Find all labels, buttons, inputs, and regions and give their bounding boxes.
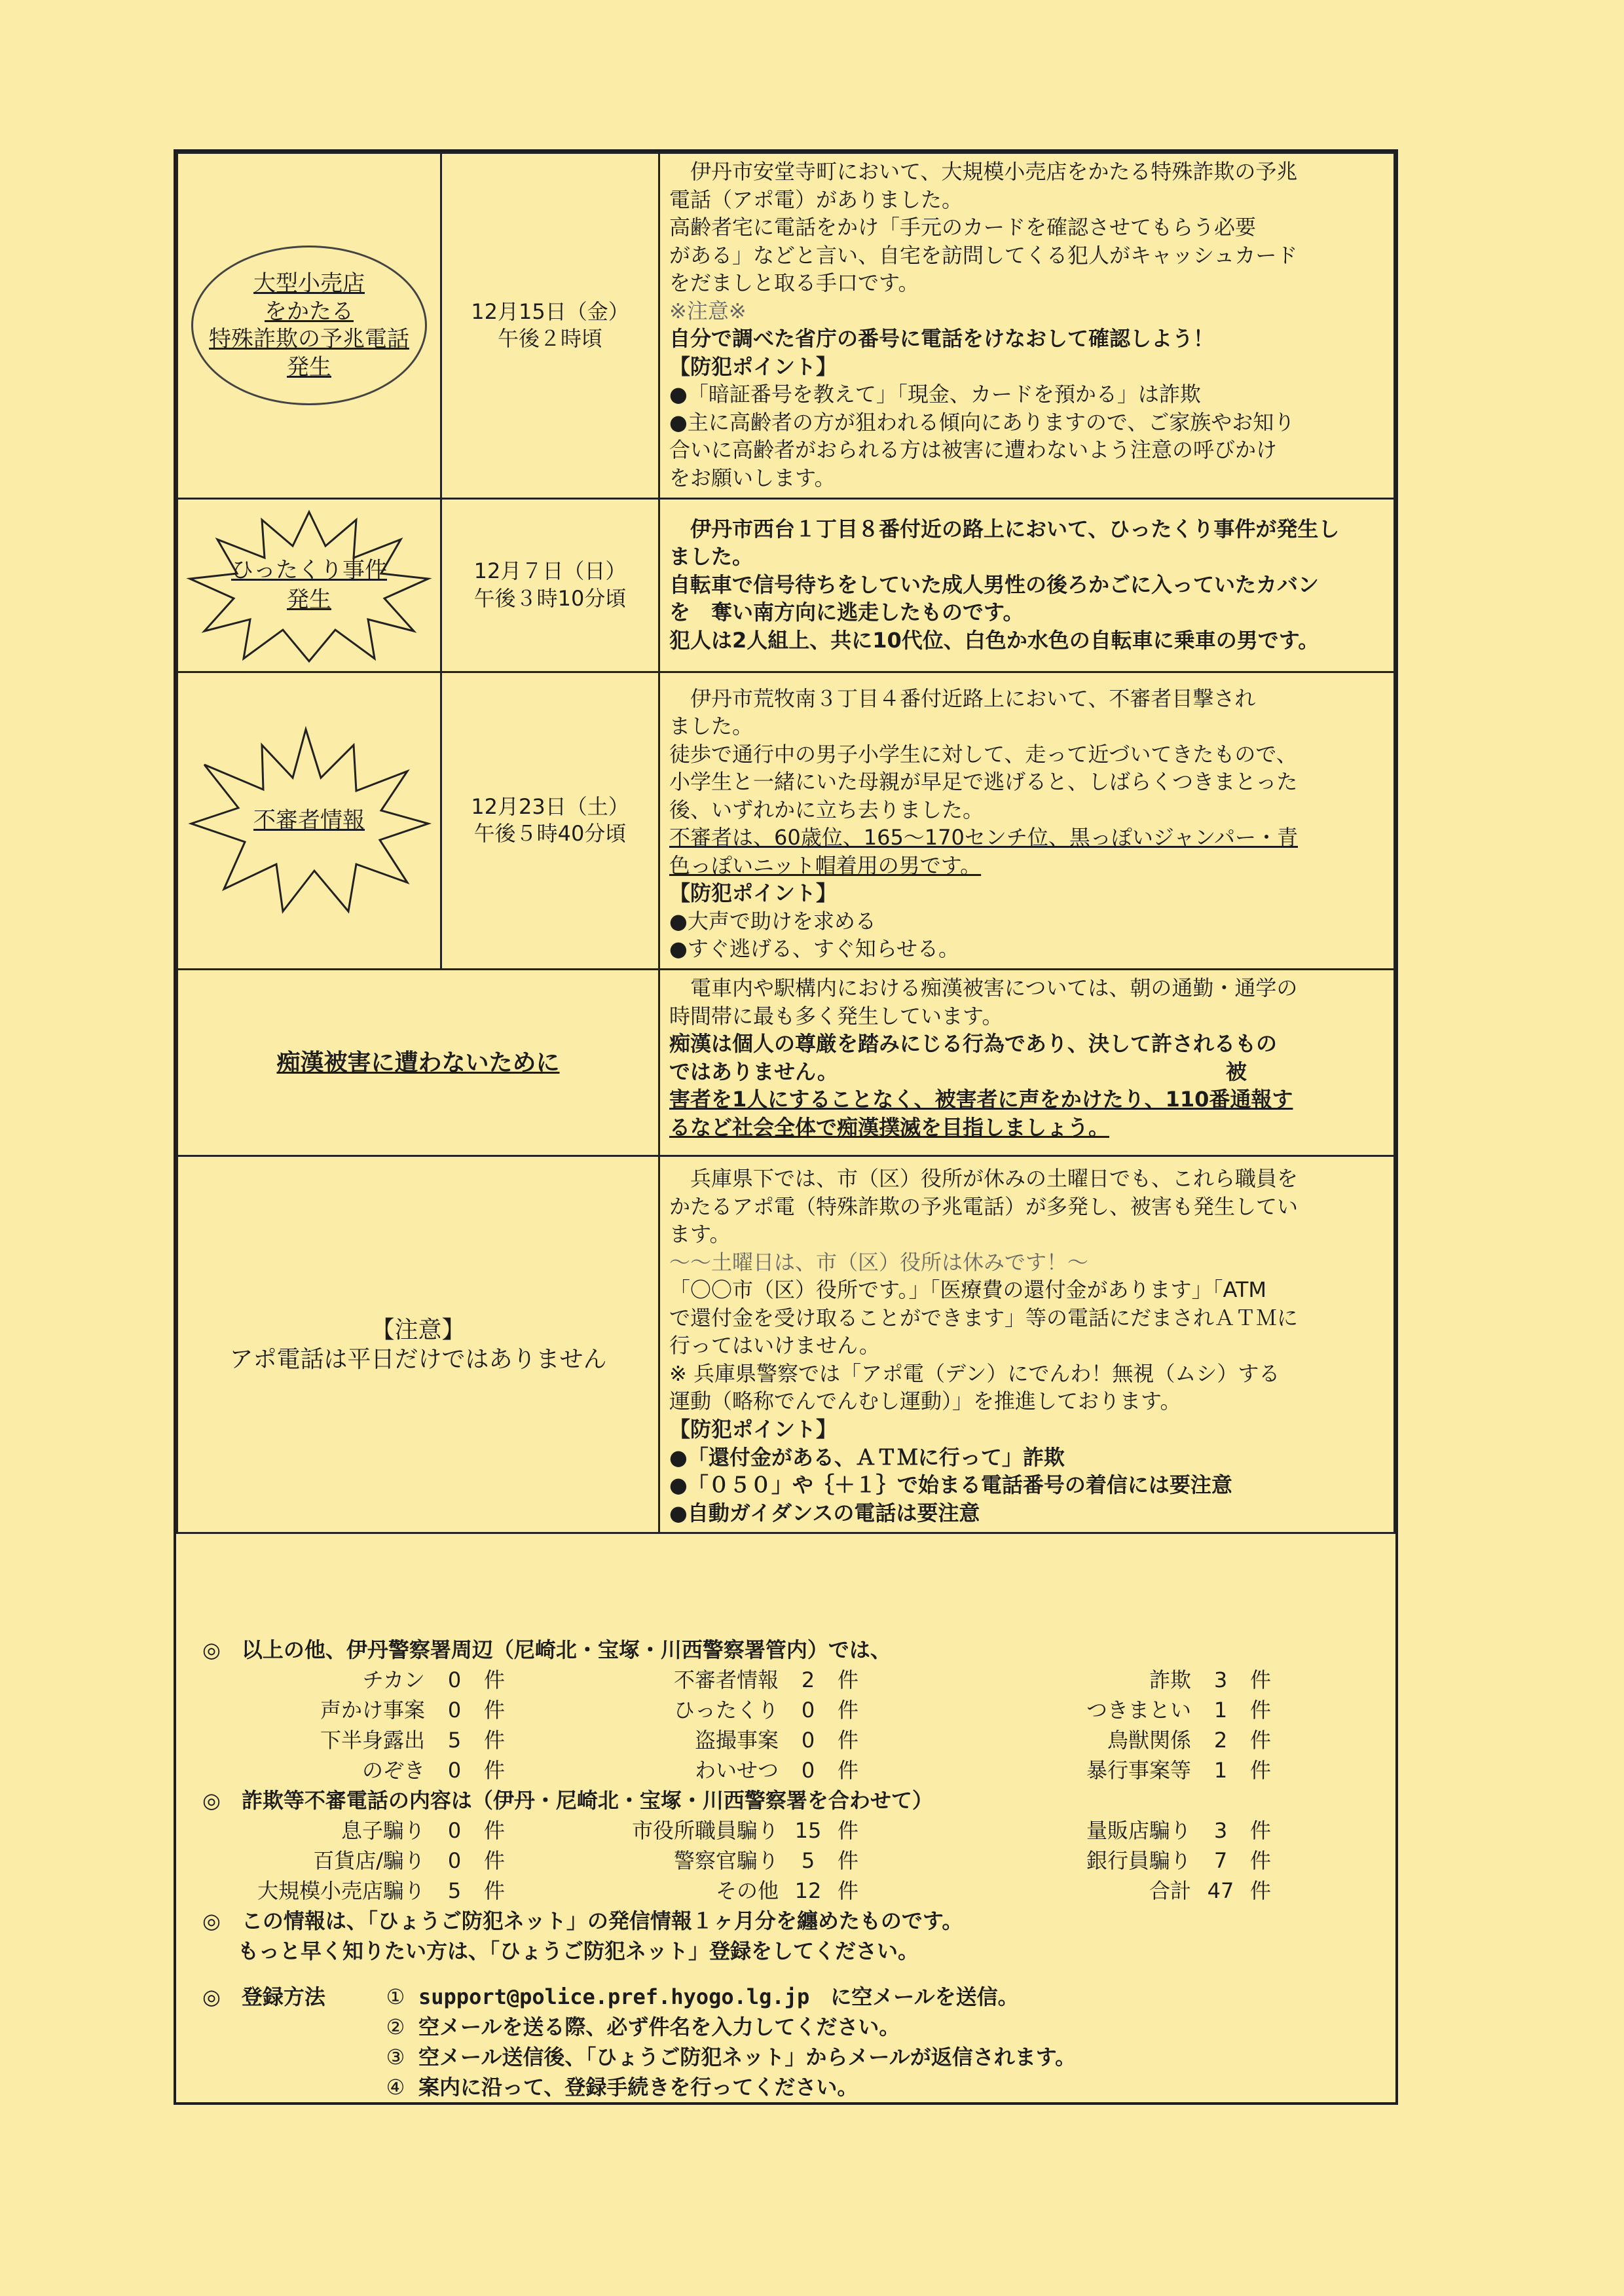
body-line: ●「暗証番号を教えて」「現金、カードを預かる」は詐欺 [669,382,1201,407]
stat-count: 0 [447,1758,462,1783]
stat-unit: 件 [1250,1818,1272,1843]
body-line: 徒歩で通行中の男子小学生に対して、走って近づいてきたもので、 [669,741,1297,767]
body-line: ●「０５０」や｛＋１｝で始まる電話番号の着信には要注意 [669,1472,1232,1498]
stat-count: 5 [801,1848,815,1873]
body-line: をお願いします。 [669,465,836,491]
step-number: ① [386,1984,405,2009]
registration-step [202,2042,1369,2072]
stat-label: つきまとい [1086,1698,1191,1722]
incident-date: 12月７日（日） [473,558,627,583]
body-line: をだましと取る手口です。 [669,270,919,296]
stat-unit: 件 [484,1698,506,1722]
incident-date-cell [441,498,659,672]
step-text: 空メールを送る際、必ず件名を入力してください。 [418,2014,900,2039]
body-line: 自転車で信号待ちをしていた成人男性の後ろかごに入っていたカバン [669,572,1320,597]
incident-title-cell [177,153,441,499]
stat-unit: 件 [1250,1698,1272,1722]
stat-label: わいせつ [694,1758,779,1783]
incident-title-cell [177,672,441,969]
stat-unit: 件 [838,1758,859,1783]
stat-unit: 件 [1250,1758,1272,1783]
step-text: support@police.pref.hyogo.lg.jp に空メールを送信。 [418,1984,1019,2009]
stat-label: 合計 [1149,1878,1191,1903]
incident-title-line: をかたる [265,298,354,325]
incident-row [177,498,1395,672]
registration-label: ◎ 登録方法 [202,1984,325,2009]
incident-date: 12月15日（金） [471,299,629,324]
stat-unit: 件 [838,1728,859,1753]
stat-count: 2 [801,1667,815,1692]
stat-count: 5 [447,1878,462,1903]
incident-time: 午後３時10分頃 [473,585,627,611]
stat-unit: 件 [484,1848,506,1873]
body-line: 行ってはいけません。 [669,1333,880,1358]
body-line: 伊丹市安堂寺町において、大規模小売店をかたる特殊詐欺の予兆 [669,159,1298,184]
body-line: かたるアポ電（特殊詐欺の予兆電話）が多発し、被害も発生してい [669,1194,1299,1219]
body-line: ●すぐ逃げる、すぐ知らせる。 [669,936,959,962]
stat-label: 盗撮事案 [694,1728,779,1753]
stat-label: ひったくり [673,1698,779,1722]
apo-title-cell [177,1156,659,1533]
stat-label: 百貨店/騙り [313,1848,425,1873]
registration-spacer [202,2012,373,2042]
body-line: 自分で調べた省庁の番号に電話をけなおして確認しよう！ [669,326,1215,352]
stat-count: 0 [801,1698,815,1722]
incident-title-line: 不審者情報 [253,807,365,834]
stats-row [202,1695,1369,1725]
stat-count: 7 [1213,1848,1228,1873]
chikan-title: 痴漢被害に遭わないために [276,1049,560,1076]
chikan-body [659,970,1395,1156]
body-line: ●大声で助けを求める [669,908,876,934]
body-line: 【防犯ポイント】 [669,1416,838,1442]
stat-unit: 件 [1250,1848,1272,1873]
stat-label: チカン [362,1667,425,1692]
stat-unit: 件 [484,1818,506,1843]
incident-title-cell [177,498,441,672]
stats-row [202,1815,1369,1846]
step-number: ③ [386,2045,405,2069]
body-line: 【防犯ポイント】 [669,881,838,906]
bulletin-frame [174,149,1398,2105]
body-line: 高齢者宅に電話をかけ「手元のカードを確認させてもらう必要 [669,215,1257,240]
stat-unit: 件 [1250,1728,1272,1753]
step-number: ④ [386,2075,405,2100]
stat-count: 0 [801,1758,815,1783]
body-line: を 奪い南方向に逃走したものです。 [669,600,1024,625]
burst-shape [185,507,434,664]
incident-time: 午後２時頃 [497,326,602,352]
stat-label: 市役所職員騙り [631,1818,779,1843]
step-text: 案内に沿って、登録手続きを行ってください。 [418,2075,858,2100]
body-line: ●主に高齢者の方が狙われる傾向にありますので、ご家族やお知り [669,409,1295,435]
stat-label: のぞき [361,1758,425,1783]
registration-step [202,1982,1369,2012]
registration-step [202,2012,1369,2042]
stat-count: 3 [1213,1667,1228,1692]
body-line: 後、いずれかに立ち去りました。 [669,797,984,822]
incident-row [177,672,1395,969]
registration-spacer [202,2042,373,2072]
stats-row [202,1755,1369,1785]
body-line: ※注意※ [669,298,747,323]
body-line: 不審者は、60歳位、165～170センチ位、黒っぽいジャンパー・青 [669,825,1298,850]
body-line: 伊丹市西台１丁目８番付近の路上において、ひったくり事件が発生し [669,516,1340,541]
registration-steps [202,1982,1369,2102]
stat-unit: 件 [484,1728,506,1753]
body-line: 合いに高齢者がおられる方は被害に遭わないよう注意の呼びかけ [669,437,1278,463]
stat-count: 1 [1213,1758,1228,1783]
registration-spacer [202,2072,373,2102]
body-line: 運動（略称でんでんむし運動）」を推進しております。 [669,1389,1181,1414]
body-line: 伊丹市荒牧南３丁目４番付近路上において、不審者目撃され [669,685,1256,711]
stat-count: 47 [1207,1878,1234,1903]
body-line: 害者を1人にすることなく、被害者に声をかけたり、110番通報す [669,1087,1293,1112]
body-line: ※ 兵庫県警察では「アポ電（デン）にでんわ！無視（ムシ）する [669,1360,1280,1386]
apo-body [659,1156,1395,1533]
stat-label: 下半身露出 [320,1728,425,1753]
stat-count: 3 [1213,1818,1228,1843]
incident-title-line: 発生 [287,354,331,380]
stat-unit: 件 [838,1848,859,1873]
stats-row [202,1665,1369,1695]
body-line: ます。 [669,1222,731,1247]
body-line: るなど社会全体で痴漢撲滅を目指しましょう。 [669,1114,1110,1140]
stat-unit: 件 [1250,1878,1272,1903]
chikan-title-cell [177,970,659,1156]
body-line: ●自動ガイダンスの電話は要注意 [669,1500,980,1525]
info-note: ◎ この情報は、「ひょうご防犯ネット」の発信情報１ヶ月分を纏めたものです。 [202,1908,963,1933]
body-line: 痴漢は個人の尊厳を踏みにじる行為であり、決して許されるもの [669,1031,1278,1057]
stat-label: 息子騙り [341,1818,425,1843]
incident-date: 12月23日（土） [471,793,629,819]
chikan-row [177,970,1395,1156]
stats-row [202,1876,1369,1906]
body-line: 電車内や駅構内における痴漢被害については、朝の通勤・通学の [669,975,1298,1001]
apo-title-line: アポ電話は平日だけではありません [229,1345,607,1373]
incident-body [659,672,1395,969]
stat-unit: 件 [838,1667,859,1692]
stat-label: 警察官騙り [673,1848,779,1873]
incident-row [177,153,1395,499]
crime-stats [202,1665,1369,1785]
incident-date-cell [441,672,659,969]
incident-table [176,152,1395,1534]
incident-title-line: 特殊詐欺の予兆電話 [209,326,409,353]
body-line: 小学生と一緒にいた母親が早足で逃げると、しばらくつきまとった [669,769,1298,795]
summary-heading: ◎ 詐欺等不審電話の内容は（伊丹・尼崎北・宝塚・川西警察署を合わせて） [202,1788,933,1813]
stat-unit: 件 [838,1698,859,1722]
summary-heading: ◎ 以上の他、伊丹警察署周辺（尼崎北・宝塚・川西警察署管内）では、 [202,1637,891,1662]
info-note: もっと早く知りたい方は、「ひょうご防犯ネット」登録をしてください。 [238,1939,919,1963]
body-line: ～～土曜日は、市（区）役所は休みです！～ [669,1249,1089,1275]
stat-count: 2 [1213,1728,1228,1753]
body-line: ました。 [669,544,754,570]
body-line: 「〇〇市（区）役所です。」「医療費の還付金があります」「ATM [669,1277,1267,1303]
stat-unit: 件 [838,1878,859,1903]
burst-shape [185,725,434,915]
incident-date-cell [441,153,659,499]
incident-title-line: ひったくり事件 [231,557,387,584]
stat-count: 0 [447,1698,462,1722]
stat-count: 12 [794,1878,822,1903]
stat-label: 不審者情報 [673,1667,779,1692]
stat-label: 量販店騙り [1086,1818,1191,1843]
incident-title-line: 発生 [287,586,331,613]
stat-unit: 件 [484,1667,506,1692]
stat-count: 0 [447,1667,462,1692]
stat-unit: 件 [484,1878,506,1903]
body-line: 犯人は2人組上、共に10代位、白色か水色の自転車に乗車の男です。 [669,627,1320,653]
stat-count: 1 [1213,1698,1228,1722]
stat-label: 声かけ事案 [320,1698,425,1722]
apo-title-line: 【注意】 [371,1316,466,1343]
body-line: ました。 [669,714,754,739]
stat-unit: 件 [1250,1667,1272,1692]
body-line: 兵庫県下では、市（区）役所が休みの土曜日でも、これら職員を [669,1166,1299,1192]
stat-count: 0 [447,1818,462,1843]
stats-row [202,1846,1369,1876]
body-line: ●「還付金がある、ＡＴＭに行って」詐欺 [669,1444,1065,1470]
body-line: 電話（アポ電）がありました。 [669,187,963,212]
stat-label: 鳥獣関係 [1107,1728,1191,1753]
registration-step [202,2072,1369,2102]
step-number: ② [386,2014,405,2039]
stat-count: 0 [801,1728,815,1753]
body-line: 色っぽいニット帽着用の男です。 [669,852,982,878]
stat-unit: 件 [484,1758,506,1783]
stat-label: 暴行事案等 [1086,1758,1191,1783]
incident-body [659,498,1395,672]
stat-label: 大規模小売店騙り [257,1878,425,1903]
body-line: 【防犯ポイント】 [669,354,838,379]
stat-count: 0 [447,1848,462,1873]
step-text: 空メール送信後、「ひょうご防犯ネット」からメールが返信されます。 [418,2045,1077,2069]
summary-section [176,1635,1395,2102]
stats-row [202,1725,1369,1755]
apo-row [177,1156,1395,1533]
incident-title-line: 大型小売店 [253,270,365,297]
incident-time: 午後５時40分頃 [473,821,627,847]
stat-label: その他 [715,1878,779,1903]
stat-count: 15 [794,1818,822,1843]
stat-label: 詐欺 [1149,1667,1191,1692]
incident-body [659,153,1395,499]
body-line: がある」などと言い、自宅を訪問してくる犯人がキャッシュカード [669,242,1298,268]
body-line: 時間帯に最も多く発生しています。 [669,1003,1003,1029]
oval-frame [191,246,427,405]
body-line: で還付金を受け取ることができます」等の電話にだまされＡＴＭに [669,1305,1299,1330]
stat-unit: 件 [838,1818,859,1843]
body-line: ではありません。 被 [669,1059,1247,1084]
fraud-stats [202,1815,1369,1906]
stat-label: 銀行員騙り [1086,1848,1191,1873]
stat-count: 5 [447,1728,462,1753]
